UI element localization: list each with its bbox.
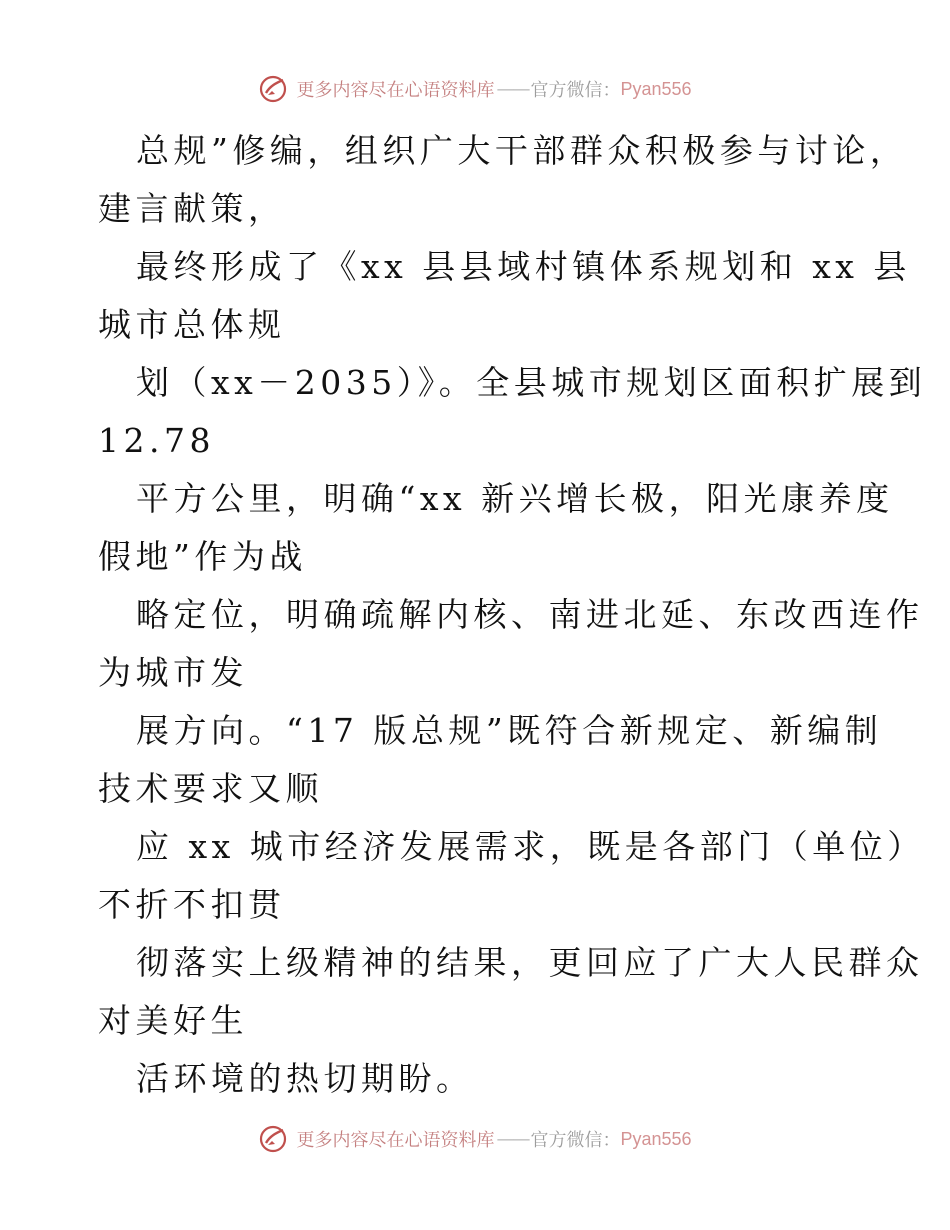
pen-logo-icon [258, 1124, 288, 1154]
footer-banner-dash: —— [496, 1128, 529, 1150]
header-banner [0, 72, 950, 106]
text-line: 彻落实上级精神的结果，更回应了广大人民群众 [136, 943, 924, 982]
text-line: 最终形成了《xx 县县域村镇体系规划和 xx 县 [136, 247, 911, 286]
footer-banner-text: 更多内容尽在心语资料库 [296, 1130, 495, 1151]
header-banner-dash: —— [496, 78, 529, 100]
header-banner-text: 更多内容尽在心语资料库 [296, 80, 495, 101]
text-line: 活环境的热切期盼。 [136, 1059, 474, 1098]
footer-banner-wechat: 官方微信： [530, 1130, 621, 1151]
text-line: 对美好生 [98, 1001, 248, 1040]
text-line: 技术要求又顺 [98, 769, 323, 808]
document-body [0, 122, 950, 1108]
footer-banner-id: Pyan556 [620, 1128, 692, 1149]
text-line: 12.78 [98, 421, 215, 460]
header-banner-id: Pyan556 [620, 78, 692, 99]
text-line: 建言献策， [98, 189, 286, 228]
text-line: 略定位，明确疏解内核、南进北延、东改西连作 [136, 595, 924, 634]
text-line: 总规”修编，组织广大干部群众积极参与讨论， [136, 131, 908, 170]
text-line: 假地”作为战 [98, 537, 307, 576]
text-line: 不折不扣贯 [98, 885, 286, 924]
text-line: 展方向。“17 版总规”既符合新规定、新编制 [136, 711, 883, 750]
footer-banner [0, 1122, 950, 1156]
header-banner-wechat: 官方微信： [530, 80, 621, 101]
text-line: 划（xx－2035）》。全县城市规划区面积扩展到 [136, 363, 927, 402]
pen-logo-icon [258, 74, 288, 104]
text-line: 应 xx 城市经济发展需求，既是各部门（单位） [136, 827, 925, 866]
text-line: 平方公里，明确“xx 新兴增长极，阳光康养度 [136, 479, 894, 518]
text-line: 城市总体规 [98, 305, 286, 344]
text-line: 为城市发 [98, 653, 248, 692]
